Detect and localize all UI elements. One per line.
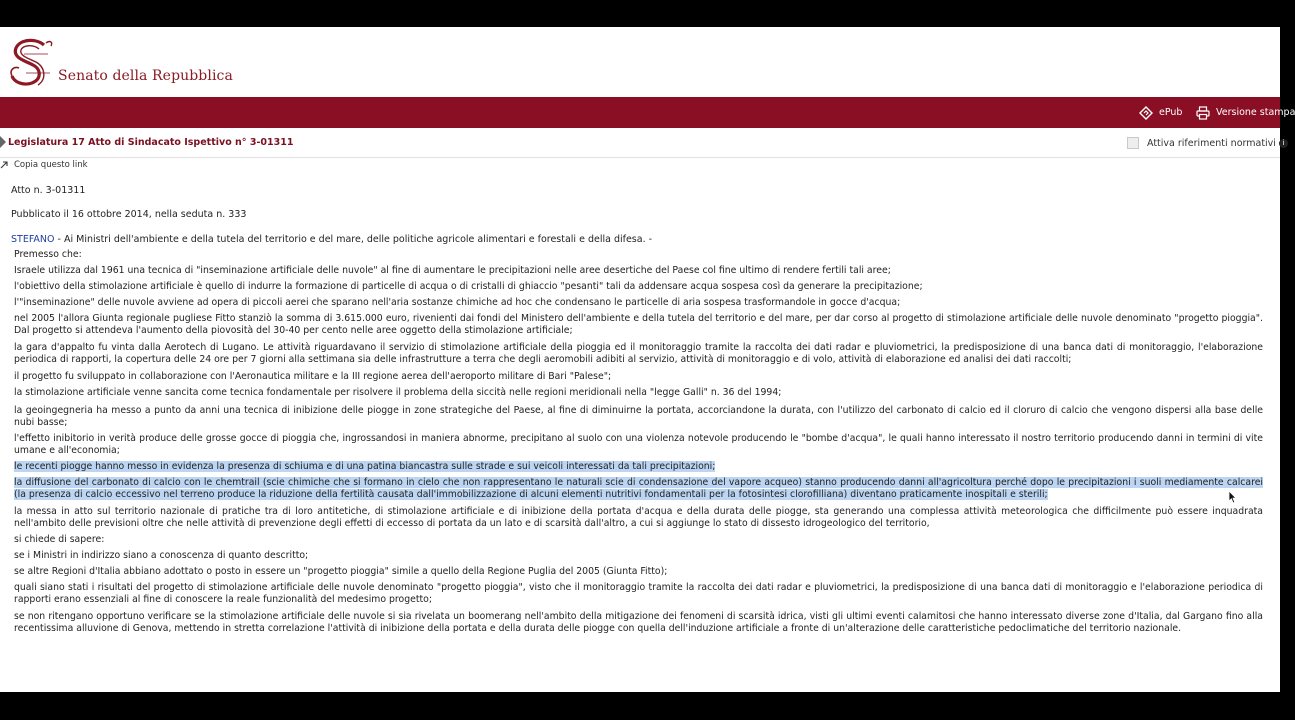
author-link[interactable]: STEFANO <box>11 234 55 245</box>
paragraph-text: nel 2005 l'allora Giunta regionale pugliese Fitto stanziò la somma di 3.615.000 euro, rivenienti dai fondi del Ministero dell'ambiente e della tutela del territorio e del mare, per dar corso al progetto di stimolazione artificiale delle nuvole denominato "progetto pioggia". Dal progetto si attendeva l'aumento della piovosità del 30-40 per cento nelle aree oggetto della stimolazione artificiale; <box>14 313 1263 336</box>
epub-button[interactable] <box>1139 97 1182 128</box>
act-number: Atto n. 3-01311 <box>11 185 86 196</box>
info-icon[interactable]: i <box>1279 139 1288 148</box>
paragraph-text: la diffusione del carbonato di calcio con le chemtrail (scie chimiche che si formano in cielo che non rappresentano le naturali scie di condensazione del vapore acqueo) stanno producendo danni all'agricoltura perché dopo le precipitazioni i suoli mediamente calcarei (la presenza di calcio eccessivo nel terreno produce la riduzione della fertilità causata dall'immobilizzazione di alcuni elementi nutritivi fondamentali per la fotosintesi clorofilliana) diventano praticamente inospitali e sterili; <box>14 477 1263 500</box>
epub-icon <box>1139 106 1153 120</box>
author-line <box>11 234 652 245</box>
body-paragraph <box>14 461 1263 473</box>
print-label: Versione stampa <box>1216 107 1295 118</box>
link-icon <box>0 161 8 169</box>
body-paragraph <box>14 433 1263 456</box>
addressees: - Ai Ministri dell'ambiente e della tutela del territorio e del mare, delle politiche agricole alimentari e forestali e della difesa. - <box>54 234 653 245</box>
print-icon <box>1196 106 1210 120</box>
paragraph-text: quali siano stati i risultati del progetto di stimolazione artificiale delle nuvole denominato "progetto pioggia", visto che il monitoraggio tramite la raccolta dei dati radar e pluviometrici, la predisposizione di una banca dati di monitoraggio e l'elaborazione periodica di rapporti erano essenziali al fine di conoscere la reale funzionalità del medesimo progetto; <box>14 582 1263 605</box>
paragraph-text: se i Ministri in indirizzo siano a conoscenza di quanto descritto; <box>14 550 309 561</box>
body-paragraph <box>14 297 1263 309</box>
premise-heading <box>14 249 1263 261</box>
paragraph-text: l'"inseminazione" delle nuvole avviene ad opera di piccoli aerei che sparano nell'aria sostanze chimiche ad hoc che condensano le particelle di aria sospesa trasformandole in gocce d'acqua; <box>14 297 901 308</box>
paragraph-text: se altre Regioni d'Italia abbiano adottato o posto in essere un "progetto pioggia" simile a quello della Regione Puglia del 2005 (Giunta Fitto); <box>14 566 668 577</box>
body-paragraph <box>14 550 1263 562</box>
print-button[interactable] <box>1196 97 1295 128</box>
paragraph-text: la geoingegneria ha messo a punto da anni una tecnica di inibizione delle piogge in zone strategiche del Paese, al fine di diminuirne la portata, accorciandone la durata, con l'utilizzo del carbonato di calcio ed il cloruro di calcio che vengono dispersi alla base delle nubi basse; <box>14 405 1263 428</box>
paragraph-text: Premesso che: <box>14 249 82 260</box>
paragraph-text: l'obiettivo della stimolazione artificiale è quello di indurre la formazione di particelle di acqua o di cristalli di ghiaccio "pesanti" tali da addensare acqua sospesa così da generare la precipitazione; <box>14 281 923 292</box>
body-paragraph <box>14 342 1263 365</box>
body-paragraph <box>14 534 1263 546</box>
act-title: Legislatura 17 Atto di Sindacato Ispettivo n° 3-01311 <box>8 137 294 148</box>
act-title-bar <box>0 128 1285 158</box>
body-paragraph <box>14 313 1263 336</box>
refs-toggle[interactable] <box>1127 137 1288 149</box>
expand-arrow-icon[interactable] <box>0 136 6 148</box>
body-paragraph <box>14 371 1263 383</box>
mouse-cursor-icon <box>1228 490 1237 504</box>
window-bottom-bar <box>0 692 1280 720</box>
body-paragraph <box>14 405 1263 428</box>
paragraph-text: se non ritengano opportuno verificare se la stimolazione artificiale delle nuvole si sia rivelata un boomerang nell'ambito della mitigazione dei fenomeni di scarsità idrica, visti gli ultimi eventi calamitosi che hanno interessato diverse zone d'Italia, dal Gargano fino alla recentissima alluvione di Genova, mettendo in stretta correlazione l'attività di inibizione della portata e della durata delle piogge con quella dell'induzione artificiale a fronte di un'alterazione delle caratteristiche pedoclimatiche del territorio nazionale. <box>14 611 1263 634</box>
brand[interactable] <box>6 35 233 89</box>
senato-logo-icon <box>6 37 56 89</box>
window-top-bar <box>0 0 1280 27</box>
paragraph-text: la gara d'appalto fu vinta dalla Aerotech di Lugano. Le attività riguardavano il servizio di stimolazione artificiale della pioggia ed il monitoraggio tramite la raccolta dei dati radar e pluviometrici, la predisposizione di una banca dati di monitoraggio, l'elaborazione periodica di rapporti, la copertura delle 24 ore per 7 giorni alla settimana sia delle infrastrutture a terra che degli aeromobili adibiti al servizio, attività di monitoraggio e di volo, attività di elaborazione ed analisi dei dati raccolti; <box>14 342 1263 365</box>
paragraph-text: le recenti piogge hanno messo in evidenza la presenza di schiuma e di una patina biancastra sulle strade e sui veicoli interessati da tali precipitazioni; <box>14 461 716 472</box>
paragraph-text: si chiede di sapere: <box>14 534 105 545</box>
body-paragraph <box>14 477 1263 500</box>
paragraph-text: il progetto fu sviluppato in collaborazione con l'Aeronautica militare e la III regione aerea dell'aeroporto militare di Bari "Palese"; <box>14 371 612 382</box>
body-paragraph <box>14 611 1263 634</box>
body-paragraph <box>14 566 1263 578</box>
body-paragraph <box>14 506 1263 529</box>
publication-date: Pubblicato il 16 ottobre 2014, nella seduta n. 333 <box>11 209 247 220</box>
body-paragraph <box>14 281 1263 293</box>
body-paragraph <box>14 387 1263 399</box>
brand-name: Senato della Repubblica <box>58 68 233 84</box>
page <box>0 27 1295 692</box>
refs-checkbox[interactable] <box>1127 137 1139 149</box>
refs-label: Attiva riferimenti normativi <box>1147 137 1276 149</box>
body-paragraph <box>14 265 1263 277</box>
copy-link-label: Copia questo link <box>14 160 88 170</box>
body-paragraph <box>14 582 1263 605</box>
paragraph-text: la messa in atto sul territorio nazionale di pratiche tra di loro antitetiche, di stimolazione artificiale e di inibizione della portata d'acqua e della durata delle piogge, sta generando una complessa attività meteorologica che difficilmente può essere inquadrata nell'ambito delle previsioni oltre che nelle attività di prevenzione degli effetti di eccesso di portata da un lato e di scarsità dall'altro, a cui si aggiunge lo stato di dissesto idrogeologico del territorio, <box>14 506 1263 529</box>
paragraph-text: la stimolazione artificiale venne sancita come tecnica fondamentale per risolvere il problema della siccità nelle regioni meridionali nella "legge Galli" n. 36 del 1994; <box>14 387 782 398</box>
paragraph-text: l'effetto inibitorio in verità produce delle grosse gocce di pioggia che, ingrossandosi in maniera abnorme, precipitano al suolo con una violenza notevole producendo le "bombe d'acqua", le quali hanno interessato il nostro territorio producendo danni in termini di vite umane e all'economia; <box>14 433 1263 456</box>
header-toolbar <box>0 97 1295 128</box>
copy-link[interactable] <box>0 160 88 170</box>
paragraph-text: Israele utilizza dal 1961 una tecnica di "inseminazione artificiale delle nuvole" al fine di aumentare le precipitazioni nelle aree desertiche del Paese col fine ultimo di rendere fertili tali aree; <box>14 265 891 276</box>
epub-label: ePub <box>1159 107 1183 118</box>
